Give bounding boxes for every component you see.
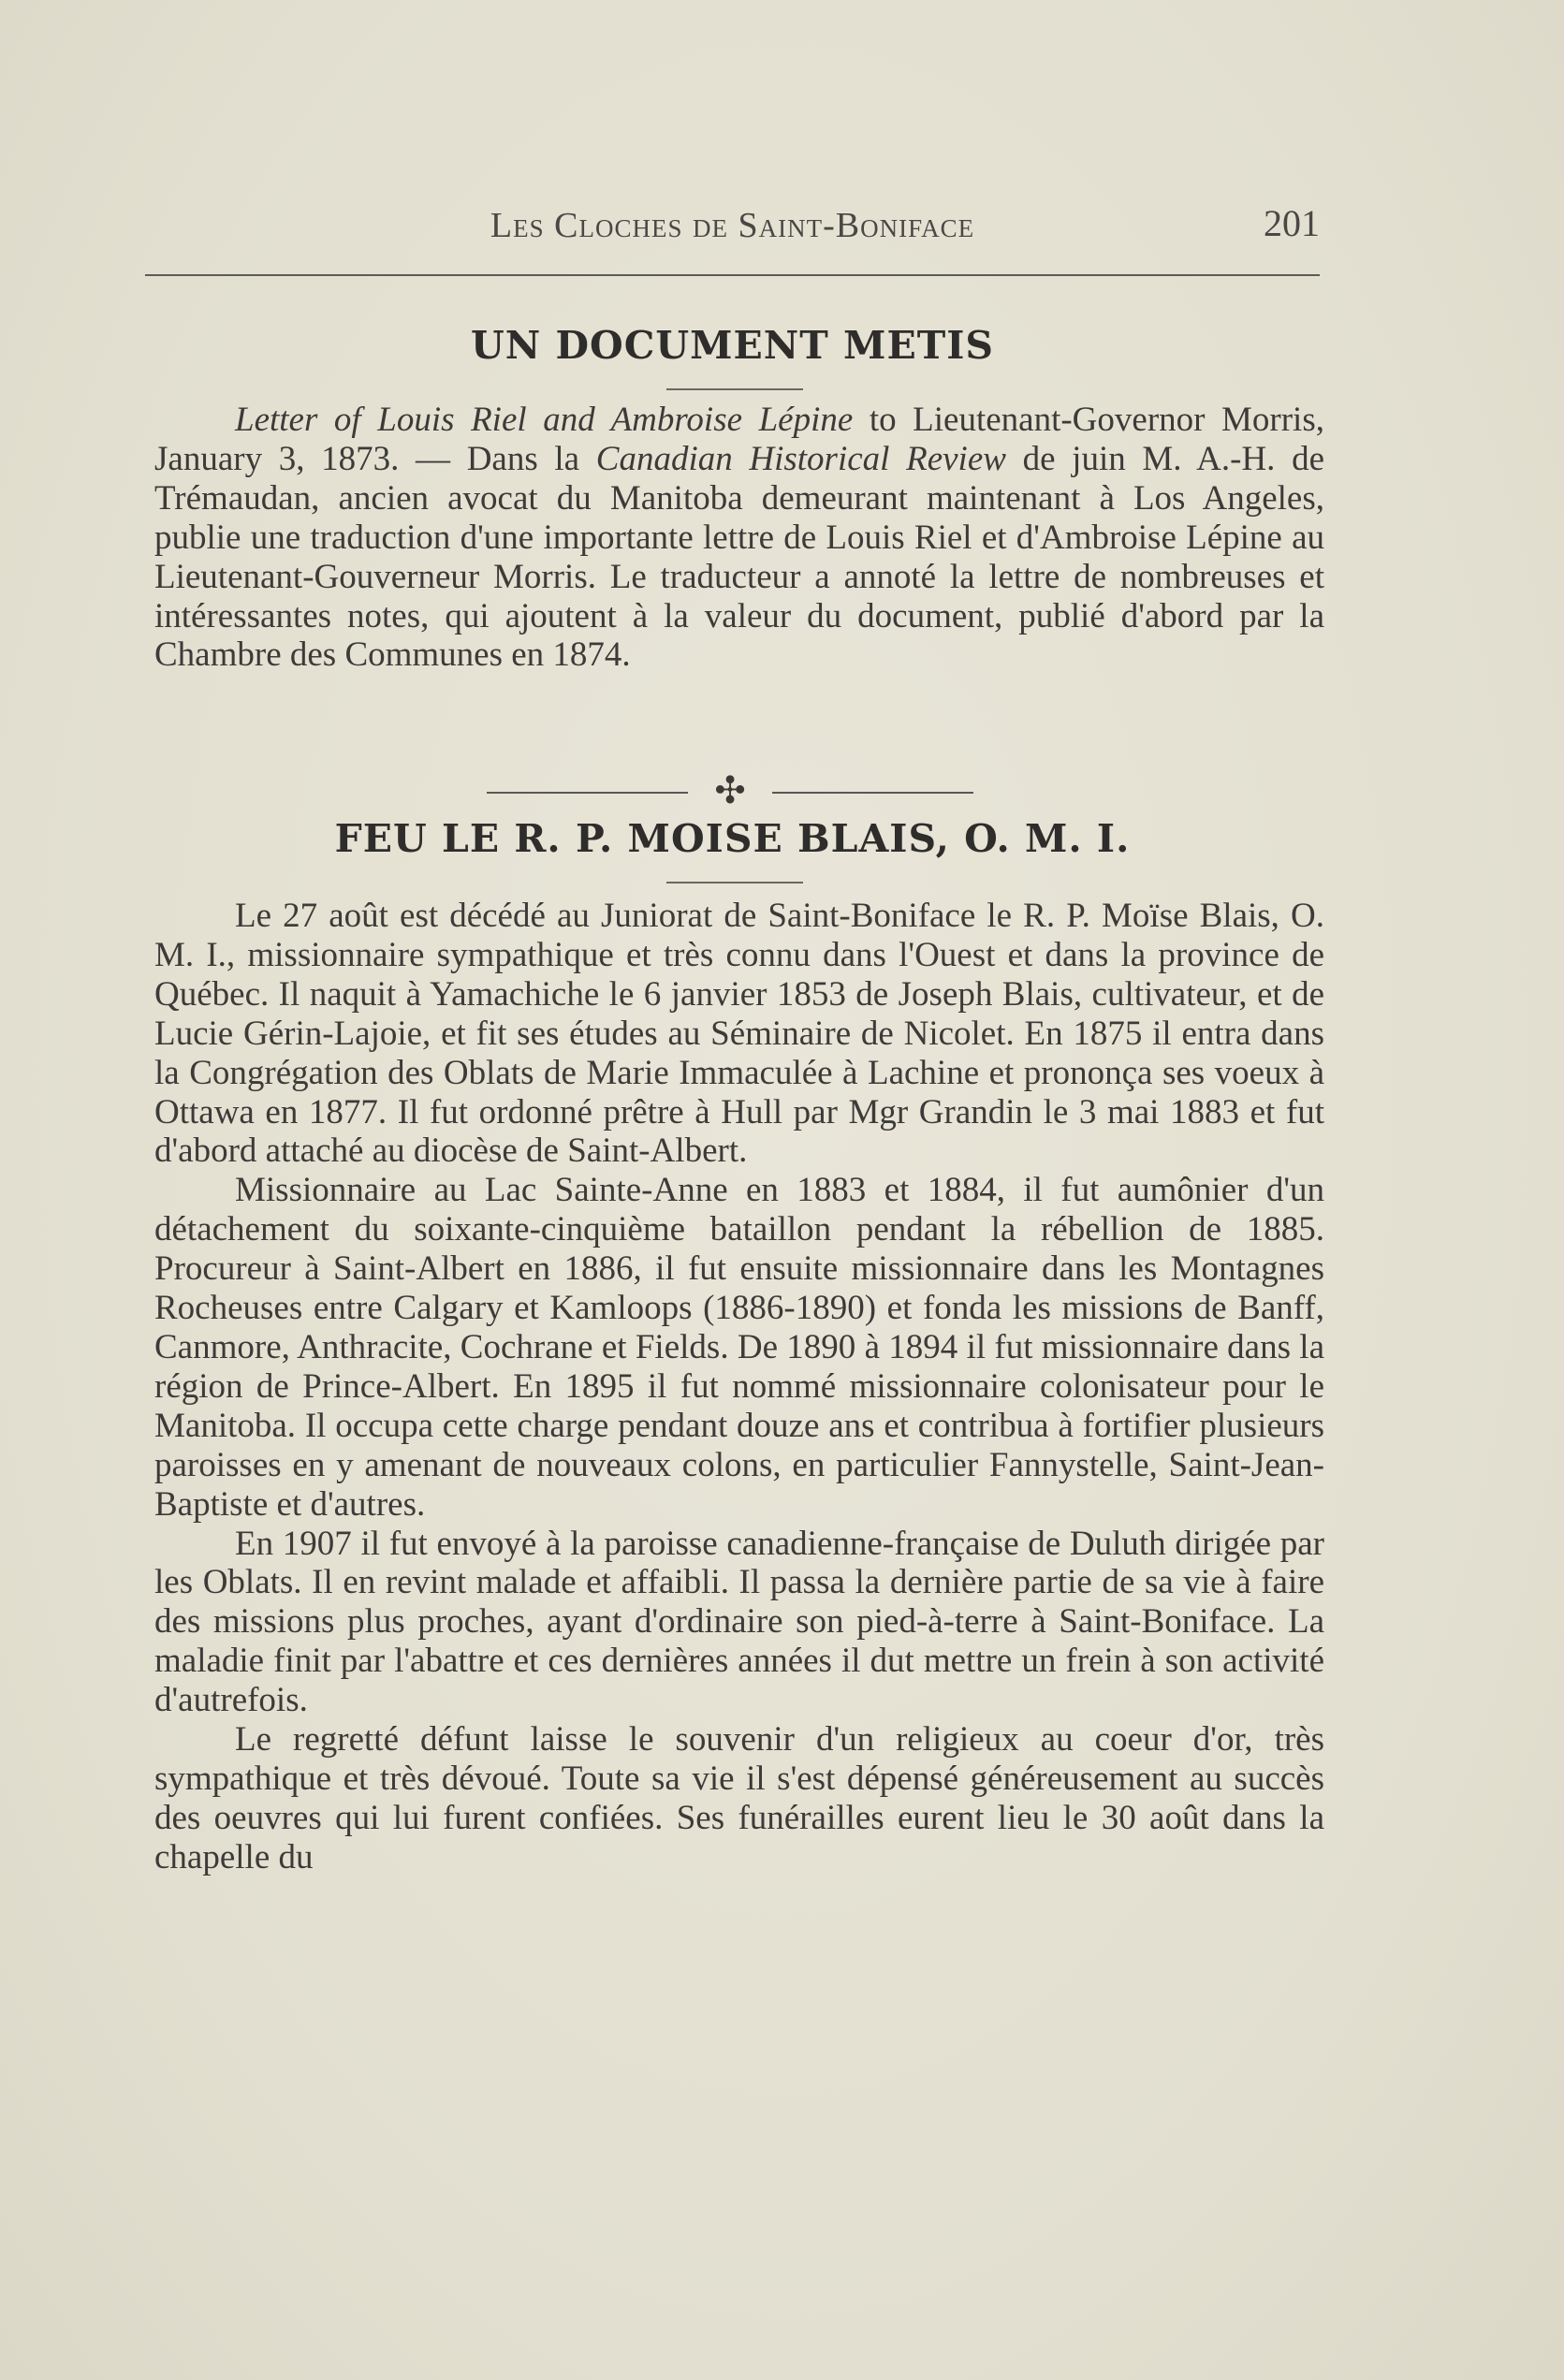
ornament-line-left xyxy=(487,792,688,794)
cross-ornament-icon: ✣ xyxy=(714,769,746,812)
article-body-moise-blais xyxy=(154,897,1324,1877)
page-number: 201 xyxy=(1264,202,1320,244)
paragraph: Le regretté défunt laisse le souvenir d'un religieux au coeur d'or, très sympathique et très dévoué. Toute sa vie il s'est dépensé généreusement au succès des oeuvres qui lui furent confiées. Ses funérailles eurent lieu le 30 août dans la chapelle du xyxy=(154,1720,1324,1876)
title-underline xyxy=(666,882,803,883)
running-head xyxy=(145,201,1320,253)
paragraph: Le 27 août est décédé au Juniorat de Saint-Boniface le R. P. Moïse Blais, O. M. I., missionnaire sympathique et très connu dans l'Ouest et dans la province de Québec. Il naquit à Yamachiche le 6 janvier 1853 de Joseph Blais, cultivateur, et de Lucie Gérin-Lajoie, et fit ses études au Séminaire de Nicolet. En 1875 il entra dans la Congrégation des Oblats de Marie Immaculée à Lachine et prononça ses voeux à Ottawa en 1877. Il fut ordonné prêtre à Hull par Mgr Grandin le 3 mai 1883 et fut d'abord attaché au diocèse de Saint-Albert. xyxy=(154,897,1324,1171)
text-segment: to Lieutenant-Governor Morris, January 3, 1873. — Dans la xyxy=(154,401,1324,478)
article-title-moise-blais: FEU LE R. P. MOISE BLAIS, O. M. I. xyxy=(334,816,1131,861)
running-title: Les Cloches de Saint-Boniface xyxy=(490,206,975,245)
text-segment: de juin M. A.-H. de Trémaudan, ancien avocat du Manitoba demeurant maintenant à Los Angeles, publie une traduction d'une importante lettre de Louis Riel et d'Ambroise Lépine au Lieutenant-Gouverneur Morris. Le traducteur a annoté la lettre de nombreuses et intéressantes notes, qui ajoutent à la valeur du document, publié d'abord par la Chambre des Communes en 1874. xyxy=(154,439,1324,675)
paragraph: En 1907 il fut envoyé à la paroisse canadienne-française de Duluth dirigée par les Oblats. Il en revint malade et affaibli. Il passa la dernière partie de sa vie à faire des missions plus proches, ayant d'ordinaire son pied-à-terre à Saint-Boniface. La maladie finit par l'abattre et ces dernières années il dut mettre un frein à son activité d'autrefois. xyxy=(154,1524,1324,1720)
header-rule xyxy=(145,274,1320,276)
ornament-line-right xyxy=(772,792,973,794)
article-body-document-metis xyxy=(154,401,1324,675)
article-title-document-metis: UN DOCUMENT METIS xyxy=(471,323,994,368)
title-underline xyxy=(666,388,803,390)
paragraph: Missionnaire au Lac Sainte-Anne en 1883 et 1884, il fut aumônier d'un détachement du soixante-cinquième bataillon pendant la rébellion de 1885. Procureur à Saint-Albert en 1886, il fut ensuite missionnaire dans les Montagnes Rocheuses entre Calgary et Kamloops (1886-1890) et fonda les missions de Banff, Canmore, Anthracite, Cochrane et Fields. De 1890 à 1894 il fut missionnaire dans la région de Prince-Albert. En 1895 il fut nommé missionnaire colonisateur pour le Manitoba. Il occupa cette charge pendant douze ans et contribua à fortifier plusieurs paroisses en y amenant de nouveaux colons, en particulier Fannystelle, Saint-Jean-Baptiste et d'autres. xyxy=(154,1171,1324,1524)
section-ornament xyxy=(487,769,973,816)
journal-title: Canadian Historical Review xyxy=(595,439,1006,478)
letter-title: Letter of Louis Riel and Ambroise Lépine xyxy=(235,401,854,439)
